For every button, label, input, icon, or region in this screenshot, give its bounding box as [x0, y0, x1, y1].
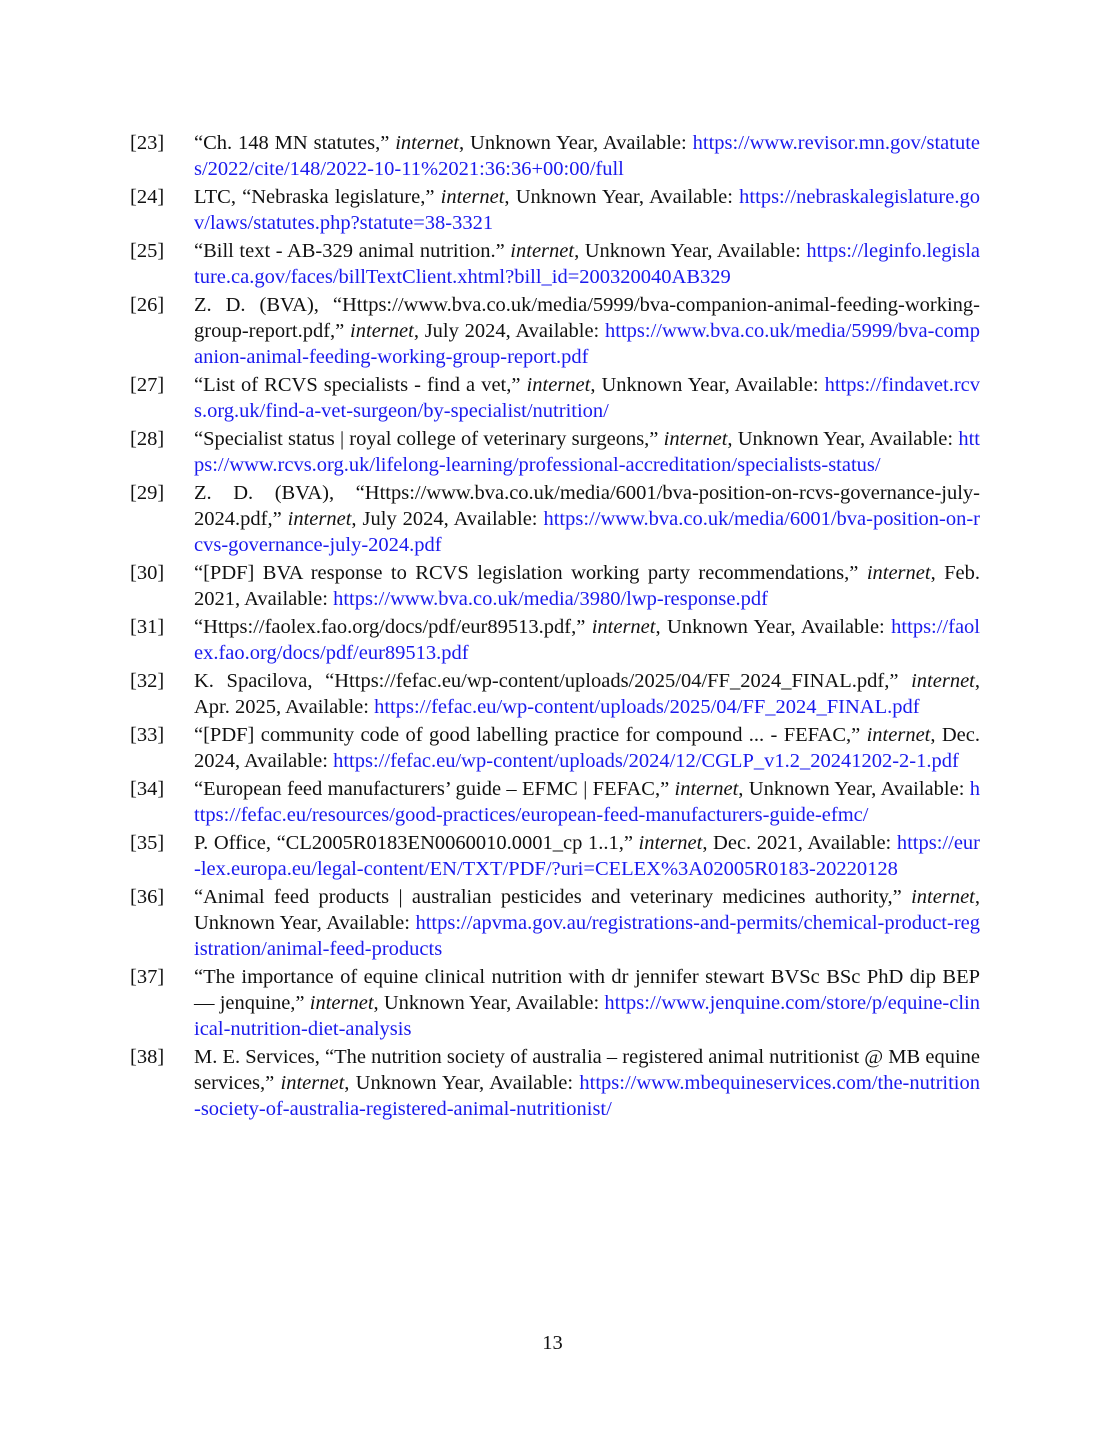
reference-item [130, 184, 980, 236]
reference-citation: P. Office, “CL2005R0183EN0060010.0001_cp 1..1,” [194, 832, 639, 854]
reference-item [130, 560, 980, 612]
reference-number: [23] [130, 132, 165, 154]
reference-source: internet [911, 886, 975, 908]
reference-number: [24] [130, 186, 165, 208]
reference-source: internet [510, 240, 575, 262]
reference-text [194, 668, 980, 720]
reference-number: [32] [130, 670, 165, 692]
reference-number: [27] [130, 374, 165, 396]
reference-number: [35] [130, 832, 165, 854]
reference-citation: K. Spacilova, “Https://fefac.eu/wp-content/uploads/2025/04/FF_2024_FINAL.pdf,” [194, 670, 912, 692]
reference-link[interactable]: https://nebraskalegislature.gov/laws/statutes.php?statute=38-3321 [194, 186, 980, 234]
reference-details: , Dec. 2021, Available: [702, 832, 897, 854]
reference-details: , Unknown Year, Available: [655, 616, 892, 638]
reference-details: , Feb. 2021, Available: [194, 562, 981, 610]
reference-item [130, 964, 980, 1042]
reference-source: internet [591, 616, 656, 638]
reference-text [194, 964, 980, 1042]
reference-details: , Unknown Year, Available: [344, 1072, 580, 1094]
reference-citation: “Https://faolex.fao.org/docs/pdf/eur89513.pdf,” [194, 616, 592, 638]
reference-text [194, 130, 980, 182]
reference-source: internet [440, 186, 505, 208]
reference-number: [37] [130, 966, 165, 988]
reference-text [194, 614, 980, 666]
reference-source: internet [526, 374, 591, 396]
reference-details: , Unknown Year, Available: [373, 992, 605, 1014]
reference-citation: LTC, “Nebraska legislature,” [194, 186, 441, 208]
reference-link[interactable]: https://faolex.fao.org/docs/pdf/eur89513.pdf [194, 616, 980, 664]
reference-text [194, 292, 980, 370]
reference-link[interactable]: https://www.bva.co.uk/media/6001/bva-position-on-rcvs-governance-july-2024.pdf [194, 508, 980, 556]
reference-citation: “Bill text - AB-329 animal nutrition.” [194, 240, 511, 262]
reference-item [130, 292, 980, 370]
reference-text [194, 560, 980, 612]
reference-details: , July 2024, Available: [351, 508, 544, 530]
reference-text [194, 372, 980, 424]
reference-link[interactable]: https://fefac.eu/wp-content/uploads/2025/04/FF_2024_FINAL.pdf [374, 696, 920, 718]
reference-link[interactable]: https://www.bva.co.uk/media/5999/bva-companion-animal-feeding-working-group-report.pdf [194, 320, 981, 368]
reference-number: [34] [130, 778, 165, 800]
reference-text [194, 722, 980, 774]
reference-number: [31] [130, 616, 165, 638]
reference-item [130, 372, 980, 424]
reference-link[interactable]: https://www.jenquine.com/store/p/equine-clinical-nutrition-diet-analysis [194, 992, 980, 1040]
reference-number: [33] [130, 724, 165, 746]
reference-source: internet [866, 724, 931, 746]
reference-link[interactable]: https://www.mbequineservices.com/the-nutrition-society-of-australia-registered-animal-nutritionist/ [194, 1072, 980, 1120]
reference-citation: “[PDF] BVA response to RCVS legislation working party recommendations,” [194, 562, 867, 584]
reference-details: , July 2024, Available: [413, 320, 605, 342]
reference-source: internet [911, 670, 975, 692]
reference-source: internet [350, 320, 414, 342]
reference-details: , Apr. 2025, Available: [194, 670, 980, 718]
reference-link[interactable]: https://eur-lex.europa.eu/legal-content/EN/TXT/PDF/?uri=CELEX%3A02005R0183-20220128 [194, 832, 980, 880]
reference-number: [29] [130, 482, 165, 504]
reference-link[interactable]: https://www.bva.co.uk/media/3980/lwp-response.pdf [333, 588, 768, 610]
reference-details: , Unknown Year, Available: [459, 132, 693, 154]
reference-details: , Unknown Year, Available: [590, 374, 825, 396]
reference-item [130, 480, 980, 558]
reference-number: [38] [130, 1046, 165, 1068]
reference-text [194, 184, 980, 236]
reference-item [130, 776, 980, 828]
reference-link[interactable]: https://apvma.gov.au/registrations-and-permits/chemical-product-registration/animal-feed-products [194, 912, 980, 960]
reference-link[interactable]: https://findavet.rcvs.org.uk/find-a-vet-surgeon/by-specialist/nutrition/ [194, 374, 980, 422]
reference-details: , Unknown Year, Available: [194, 886, 980, 934]
reference-number: [28] [130, 428, 165, 450]
reference-item [130, 614, 980, 666]
reference-number: [36] [130, 886, 165, 908]
reference-citation: “Animal feed products | australian pesticides and veterinary medicines authority,” [194, 886, 912, 908]
reference-source: internet [866, 562, 931, 584]
reference-source: internet [287, 508, 352, 530]
reference-item [130, 1044, 980, 1122]
reference-text [194, 480, 980, 558]
reference-text [194, 238, 980, 290]
reference-link[interactable]: https://leginfo.legislature.ca.gov/faces/billTextClient.xhtml?bill_id=200320040AB329 [194, 240, 980, 288]
reference-link[interactable]: https://www.rcvs.org.uk/lifelong-learning/professional-accreditation/specialists-status/ [194, 428, 980, 476]
reference-citation: “Specialist status | royal college of veterinary surgeons,” [194, 428, 664, 450]
reference-citation: “Ch. 148 MN statutes,” [194, 132, 396, 154]
reference-citation: M. E. Services, “The nutrition society of australia – registered animal nutritionist @ MB equine services,” [194, 1046, 980, 1094]
reference-details: , Unknown Year, Available: [738, 778, 970, 800]
reference-item [130, 722, 980, 774]
reference-citation: Z. D. (BVA), “Https://www.bva.co.uk/media/5999/bva-companion-animal-feeding-working-group-report.pdf,” [194, 294, 980, 342]
reference-source: internet [309, 992, 374, 1014]
reference-link[interactable]: https://fefac.eu/wp-content/uploads/2024/12/CGLP_v1.2_20241202-2-1.pdf [333, 750, 959, 772]
reference-number: [30] [130, 562, 165, 584]
reference-text [194, 1044, 980, 1122]
reference-number: [25] [130, 240, 165, 262]
reference-item [130, 130, 980, 182]
reference-item [130, 830, 980, 882]
reference-source: internet [663, 428, 728, 450]
reference-text [194, 830, 980, 882]
reference-source: internet [395, 132, 459, 154]
reference-source: internet [280, 1072, 345, 1094]
reference-text [194, 884, 980, 962]
reference-link[interactable]: https://fefac.eu/resources/good-practices/european-feed-manufacturers-guide-efmc/ [194, 778, 980, 826]
reference-item [130, 238, 980, 290]
reference-details: , Unknown Year, Available: [574, 240, 807, 262]
reference-citation: “List of RCVS specialists - find a vet,” [194, 374, 527, 396]
reference-number: [26] [130, 294, 165, 316]
reference-citation: “The importance of equine clinical nutrition with dr jennifer stewart BVSc BSc PhD dip BEP — jenquine,” [194, 966, 980, 1014]
reference-source: internet [674, 778, 739, 800]
reference-list [130, 130, 980, 1124]
reference-item [130, 884, 980, 962]
reference-link[interactable]: https://www.revisor.mn.gov/statutes/2022/cite/148/2022-10-11%2021:36:36+00:00/full [194, 132, 980, 180]
reference-details: , Dec. 2024, Available: [194, 724, 980, 772]
reference-text [194, 426, 980, 478]
reference-item [130, 426, 980, 478]
reference-citation: “[PDF] community code of good labelling practice for compound ... - FEFAC,” [194, 724, 867, 746]
reference-text [194, 776, 980, 828]
reference-source: internet [638, 832, 703, 854]
reference-details: , Unknown Year, Available: [727, 428, 959, 450]
reference-item [130, 668, 980, 720]
reference-citation: Z. D. (BVA), “Https://www.bva.co.uk/media/6001/bva-position-on-rcvs-governance-july-2024.pdf,” [194, 482, 980, 530]
reference-citation: “European feed manufacturers’ guide – EFMC | FEFAC,” [194, 778, 675, 800]
page-number: 13 [542, 1332, 563, 1354]
reference-details: , Unknown Year, Available: [504, 186, 740, 208]
